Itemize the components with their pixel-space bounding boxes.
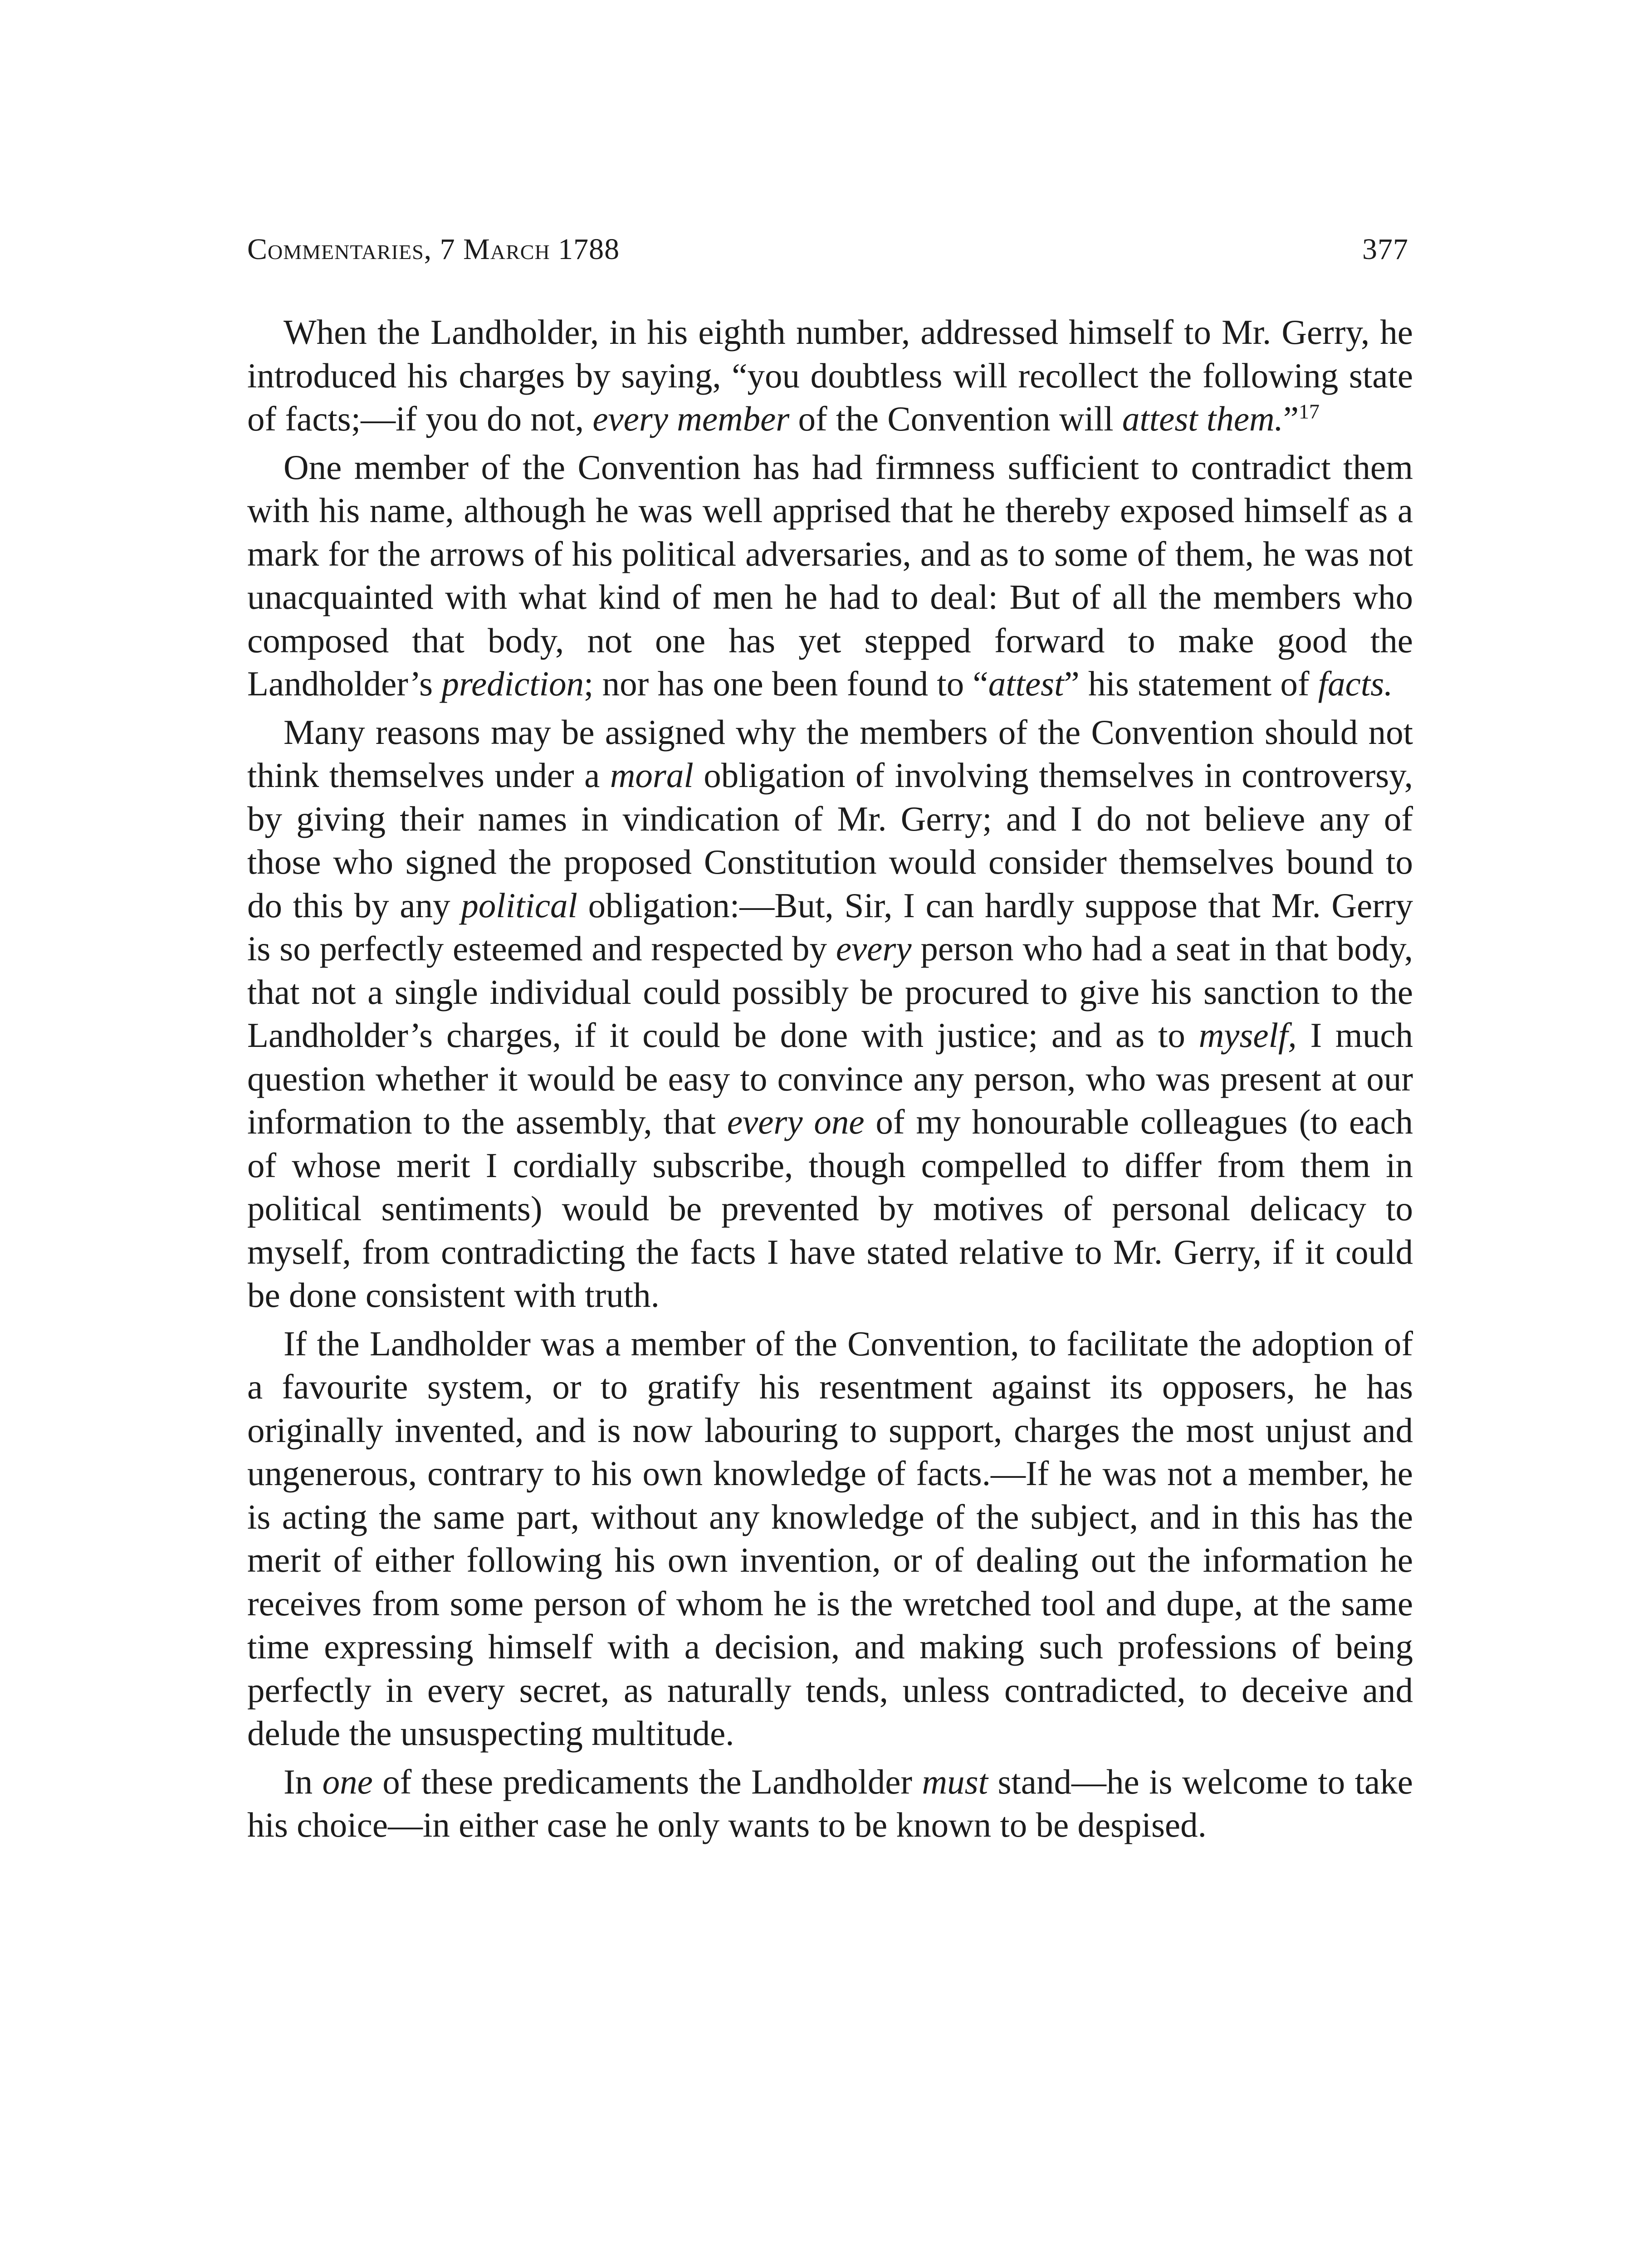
italic-text: political (461, 885, 577, 925)
italic-text: attest (988, 664, 1064, 703)
text-run: of the Convention will (789, 399, 1122, 438)
italic-text: one (322, 1762, 373, 1801)
text-run: One member of the Convention has had firmness sufficient to contradict them with his name, although he was well apprised that he thereby exposed himself as a mark for the arrows of his political adversaries, and as to some of them, he was not unacquainted with what kind of men he had to deal: But of all the members who composed that body, not one has yet stepped forward to make good the Landholder’s (247, 447, 1413, 703)
italic-text: must (922, 1762, 988, 1801)
text-run: obligation:—But, Sir, I can hardly suppose that Mr. Gerry is so perfectly esteemed and respected by (247, 885, 1413, 968)
italic-text: every member (592, 399, 790, 438)
text-run: of these predicaments the Landholder (372, 1762, 922, 1801)
text-run: ; nor has one been found to “ (584, 664, 988, 703)
text-run: of my honourable colleagues (to each of whose merit I cordially subscribe, though compelled to differ from them in political sentiments) would be prevented by motives of personal delicacy to myself, from contradicting the facts I have stated relative to Mr. Gerry, if it could be done consistent with truth. (247, 1102, 1413, 1315)
paragraph (247, 1322, 1413, 1755)
text-run: ” (1283, 399, 1299, 438)
italic-text: facts. (1318, 664, 1393, 703)
running-head-title: Commentaries, 7 March 1788 (247, 233, 620, 266)
paragraph (247, 711, 1413, 1317)
text-run: stand—he is welcome to take his choice—in either case he only wants to be known to be despised. (247, 1762, 1413, 1844)
text-run: I much question whether it would be easy to convince any person, who was present at our information to the assembly, that (247, 1016, 1413, 1141)
paragraph (247, 446, 1413, 706)
text-run: ” his statement of (1064, 664, 1318, 703)
page-number: 377 (1362, 233, 1408, 266)
paragraph (247, 311, 1413, 441)
text-run: If the Landholder was a member of the Convention, to facilitate the adoption of a favourite system, or to gratify his resentment against its opposers, he has originally invented, and is now labouring to support, charges the most unjust and ungenerous, contrary to his own knowledge of facts.—If he was not a member, he is acting the same part, without any knowledge of the subject, and in this has the merit of either following his own invention, or of dealing out the information he receives from some person of whom he is the wretched tool and dupe, at the same time expressing himself with a decision, and making such professions of being perfectly in every secret, as naturally tends, unless contradicted, to deceive and delude the unsuspecting multitude. (247, 1324, 1413, 1753)
text-run: obligation of involving themselves in controversy, by giving their names in vindication of Mr. Gerry; and I do not believe any of those who signed the proposed Constitution would consider themselves bound to do this by any (247, 756, 1413, 925)
italic-text: prediction (441, 664, 584, 703)
italic-text: every (836, 929, 912, 968)
body-text (247, 311, 1413, 1852)
italic-text: attest them. (1122, 399, 1283, 438)
italic-text: myself, (1198, 1016, 1297, 1055)
italic-text: moral (610, 756, 694, 795)
italic-text: every one (727, 1102, 865, 1141)
text-run: Many reasons may be assigned why the members of the Convention should not think themselves under a (247, 712, 1413, 795)
paragraph (247, 1760, 1413, 1847)
text-run: When the Landholder, in his eighth number, addressed himself to Mr. Gerry, he introduced his charges by saying, “you doubtless will recollect the following state of facts;—if you do not, (247, 313, 1413, 438)
running-head (247, 222, 1408, 277)
text-run: person who had a seat in that body, that not a single individual could possibly be procured to give his sanction to the Landholder’s charges, if it could be done with justice; and as to (247, 929, 1413, 1055)
footnote-ref: 17 (1299, 400, 1320, 423)
text-run: In (284, 1762, 323, 1801)
